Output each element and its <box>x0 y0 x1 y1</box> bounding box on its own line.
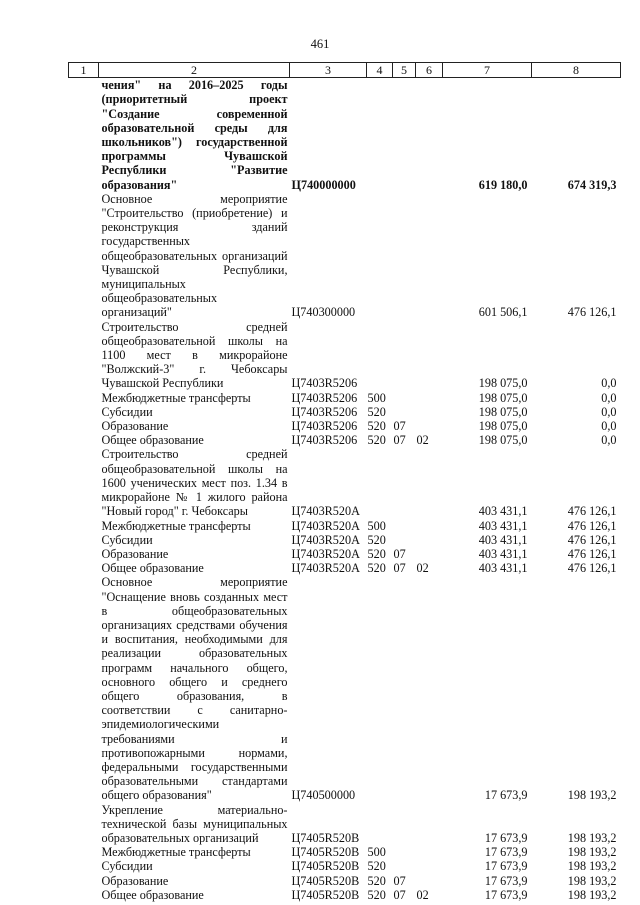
subsection-cell <box>416 391 443 405</box>
amount-2020-cell: 403 431,1 <box>478 518 528 533</box>
table-row <box>69 320 621 391</box>
column-header-4: 4 <box>367 63 393 78</box>
column-header-7: 7 <box>443 63 532 78</box>
page-number: 461 <box>310 37 330 51</box>
target-article-cell: Ц7403R5206 <box>291 390 358 405</box>
section-cell: 07 <box>393 433 406 448</box>
column-header-6: 6 <box>416 63 443 78</box>
item-name-cell: Межбюджетные трансферты <box>101 390 251 405</box>
target-article-cell: Ц7403R5206 <box>291 433 358 448</box>
subsection-cell: 02 <box>416 433 429 448</box>
table-header <box>69 63 621 78</box>
expense-type-cell: 520 <box>367 404 386 419</box>
section-cell <box>393 391 416 405</box>
target-article-cell: Ц740000000 <box>291 177 356 192</box>
amount-2020-cell: 17 673,9 <box>484 830 528 845</box>
target-article-cell: Ц7405R520B <box>291 830 360 845</box>
subsection-cell <box>416 405 443 419</box>
target-article-cell: Ц7403R520A <box>291 518 360 533</box>
expense-type-cell: 520 <box>367 419 386 434</box>
target-article-cell: Ц7403R520A <box>291 561 360 576</box>
subsection-cell <box>416 78 443 192</box>
target-article-cell: Ц740500000 <box>291 788 356 803</box>
expense-type-cell <box>367 78 393 192</box>
column-header-3: 3 <box>290 63 367 78</box>
table-row <box>69 547 621 561</box>
subsection-cell: 02 <box>416 561 429 576</box>
table-row <box>69 533 621 547</box>
amount-2021-cell: 476 126,1 <box>567 561 617 576</box>
amount-2021-cell: 476 126,1 <box>567 504 617 519</box>
expense-type-cell <box>367 320 393 391</box>
item-name-cell: Общее образование <box>101 887 204 902</box>
target-article-cell: Ц7403R520A <box>291 504 360 519</box>
subsection-cell <box>416 419 443 433</box>
row-number-cell <box>69 575 99 802</box>
amount-2021-cell: 198 193,2 <box>567 873 617 888</box>
table-row <box>69 575 621 802</box>
amount-2020-cell: 403 431,1 <box>478 546 528 561</box>
amount-2020-cell: 403 431,1 <box>478 504 528 519</box>
target-article-cell: Ц7403R5206 <box>291 404 358 419</box>
section-cell <box>393 859 416 873</box>
amount-2020-cell: 198 075,0 <box>478 433 528 448</box>
table-row <box>69 803 621 846</box>
subsection-cell <box>416 447 443 518</box>
table-row <box>69 192 621 320</box>
amount-2020-cell: 619 180,0 <box>478 177 528 192</box>
amount-2021-cell: 476 126,1 <box>567 532 617 547</box>
target-article-cell: Ц7405R520B <box>291 873 360 888</box>
row-number-cell <box>69 888 99 902</box>
item-name-cell: чения" на 2016–2025 годы (приоритетный проект "Создание современной образовательной среды для школьников") государственной программы Чувашской Республики "Развитие образования" <box>101 78 288 192</box>
amount-2020-cell: 403 431,1 <box>478 561 528 576</box>
subsection-cell <box>416 533 443 547</box>
column-header-2: 2 <box>99 63 290 78</box>
item-name-cell: Субсидии <box>101 859 153 874</box>
row-number-cell <box>69 419 99 433</box>
item-name-cell: Межбюджетные трансферты <box>101 518 251 533</box>
row-number-cell <box>69 533 99 547</box>
target-article-cell: Ц7405R520B <box>291 887 360 902</box>
amount-2021-cell: 674 319,3 <box>567 177 617 192</box>
column-header-8: 8 <box>532 63 621 78</box>
table-row <box>69 874 621 888</box>
item-name-cell: Образование <box>101 546 169 561</box>
section-cell: 07 <box>393 546 406 561</box>
table-row <box>69 78 621 192</box>
subsection-cell <box>416 575 443 802</box>
table-row <box>69 391 621 405</box>
item-name-cell: Субсидии <box>101 404 153 419</box>
expense-type-cell: 520 <box>367 546 386 561</box>
table-body <box>69 78 621 902</box>
row-number-cell <box>69 391 99 405</box>
amount-2021-cell: 476 126,1 <box>567 305 617 320</box>
column-header-5: 5 <box>393 63 416 78</box>
section-cell <box>393 78 416 192</box>
row-number-cell <box>69 405 99 419</box>
item-name-cell: Строительство средней общеобразовательной школы на 1600 ученических мест поз. 1.34 в микрорайоне № 1 жилого района "Новый город" г. Чебоксары <box>101 447 288 519</box>
amount-2021-cell: 198 193,2 <box>567 830 617 845</box>
row-number-cell <box>69 547 99 561</box>
item-name-cell: Укрепление материально-технической базы муниципальных образовательных организаций <box>101 802 288 845</box>
expense-type-cell: 500 <box>367 390 386 405</box>
subsection-cell <box>416 519 443 533</box>
table-row <box>69 519 621 533</box>
target-article-cell: Ц7403R5206 <box>291 376 358 391</box>
subsection-cell <box>416 547 443 561</box>
target-article-cell: Ц7403R520A <box>291 532 360 547</box>
table-row <box>69 447 621 518</box>
amount-2021-cell: 198 193,2 <box>567 887 617 902</box>
row-number-cell <box>69 874 99 888</box>
section-cell <box>393 803 416 846</box>
section-cell: 07 <box>393 873 406 888</box>
subsection-cell <box>416 845 443 859</box>
row-number-cell <box>69 519 99 533</box>
amount-2021-cell: 0,0 <box>601 433 617 448</box>
expense-type-cell: 520 <box>367 433 386 448</box>
amount-2020-cell: 403 431,1 <box>478 532 528 547</box>
item-name-cell: Образование <box>101 873 169 888</box>
amount-2020-cell: 17 673,9 <box>484 887 528 902</box>
subsection-cell <box>416 320 443 391</box>
expense-type-cell: 500 <box>367 845 386 860</box>
row-number-cell <box>69 192 99 320</box>
item-name-cell: Субсидии <box>101 532 153 547</box>
section-cell <box>393 575 416 802</box>
target-article-cell: Ц7403R520A <box>291 546 360 561</box>
amount-2021-cell: 0,0 <box>601 376 617 391</box>
expense-type-cell <box>367 803 393 846</box>
item-name-cell: Межбюджетные трансферты <box>101 845 251 860</box>
table-row <box>69 405 621 419</box>
section-cell <box>393 533 416 547</box>
amount-2020-cell: 17 673,9 <box>484 845 528 860</box>
table-row <box>69 845 621 859</box>
amount-2020-cell: 17 673,9 <box>484 859 528 874</box>
expense-type-cell: 500 <box>367 518 386 533</box>
expense-type-cell: 520 <box>367 859 386 874</box>
row-number-cell <box>69 859 99 873</box>
section-cell <box>393 845 416 859</box>
section-cell <box>393 320 416 391</box>
amount-2020-cell: 198 075,0 <box>478 404 528 419</box>
amount-2020-cell: 198 075,0 <box>478 376 528 391</box>
row-number-cell <box>69 320 99 391</box>
item-name-cell: Общее образование <box>101 433 204 448</box>
item-name-cell: Основное мероприятие "Строительство (приобретение) и реконструкция зданий государственных общеобразовательных организаций Чувашской Республики, муниципальных общеобразовательных организаций" <box>101 191 288 320</box>
section-cell <box>393 405 416 419</box>
row-number-cell <box>69 561 99 575</box>
column-header-1: 1 <box>69 63 99 78</box>
row-number-cell <box>69 78 99 192</box>
amount-2021-cell: 0,0 <box>601 390 617 405</box>
table-row <box>69 433 621 447</box>
expense-type-cell <box>367 575 393 802</box>
subsection-cell <box>416 803 443 846</box>
expense-type-cell <box>367 447 393 518</box>
section-cell <box>393 447 416 518</box>
item-name-cell: Строительство средней общеобразовательной школы на 1100 мест в микрорайоне "Волжский-3" г. Чебоксары Чувашской Республики <box>101 319 288 391</box>
row-number-cell <box>69 845 99 859</box>
expense-type-cell: 520 <box>367 561 386 576</box>
amount-2021-cell: 476 126,1 <box>567 546 617 561</box>
item-name-cell: Образование <box>101 419 169 434</box>
row-number-cell <box>69 447 99 518</box>
amount-2021-cell: 0,0 <box>601 419 617 434</box>
expense-type-cell: 520 <box>367 887 386 902</box>
section-cell: 07 <box>393 887 406 902</box>
subsection-cell: 02 <box>416 887 429 902</box>
target-article-cell: Ц7405R520B <box>291 859 360 874</box>
target-article-cell: Ц740300000 <box>291 305 356 320</box>
column-numbers-row <box>69 63 621 78</box>
item-name-cell: Общее образование <box>101 561 204 576</box>
subsection-cell <box>416 859 443 873</box>
budget-table <box>68 62 621 902</box>
section-cell <box>393 192 416 320</box>
subsection-cell <box>416 192 443 320</box>
row-number-cell <box>69 433 99 447</box>
table-row <box>69 561 621 575</box>
table-row <box>69 419 621 433</box>
expense-type-cell: 520 <box>367 873 386 888</box>
amount-2021-cell: 198 193,2 <box>567 859 617 874</box>
section-cell: 07 <box>393 561 406 576</box>
amount-2021-cell: 0,0 <box>601 404 617 419</box>
amount-2021-cell: 476 126,1 <box>567 518 617 533</box>
amount-2020-cell: 601 506,1 <box>478 305 528 320</box>
section-cell <box>393 519 416 533</box>
amount-2020-cell: 198 075,0 <box>478 390 528 405</box>
subsection-cell <box>416 874 443 888</box>
amount-2020-cell: 17 673,9 <box>484 873 528 888</box>
amount-2021-cell: 198 193,2 <box>567 788 617 803</box>
amount-2020-cell: 198 075,0 <box>478 419 528 434</box>
expense-type-cell: 520 <box>367 532 386 547</box>
item-name-cell: Основное мероприятие "Оснащение вновь созданных мест в общеобразовательных организациях средствами обучения и воспитания, необходимыми для реализации образовательных программ начального общего, основного общего и среднего общего образования, в соответствии с санитарно-эпидемиологическими требованиями и противопожарными нормами, федеральными государственными образовательными стандартами общего образования" <box>101 575 288 803</box>
amount-2020-cell: 17 673,9 <box>484 788 528 803</box>
expense-type-cell <box>367 192 393 320</box>
section-cell: 07 <box>393 419 406 434</box>
target-article-cell: Ц7403R5206 <box>291 419 358 434</box>
amount-2021-cell: 198 193,2 <box>567 845 617 860</box>
table-row <box>69 859 621 873</box>
row-number-cell <box>69 803 99 846</box>
table-row <box>69 888 621 902</box>
target-article-cell: Ц7405R520B <box>291 845 360 860</box>
